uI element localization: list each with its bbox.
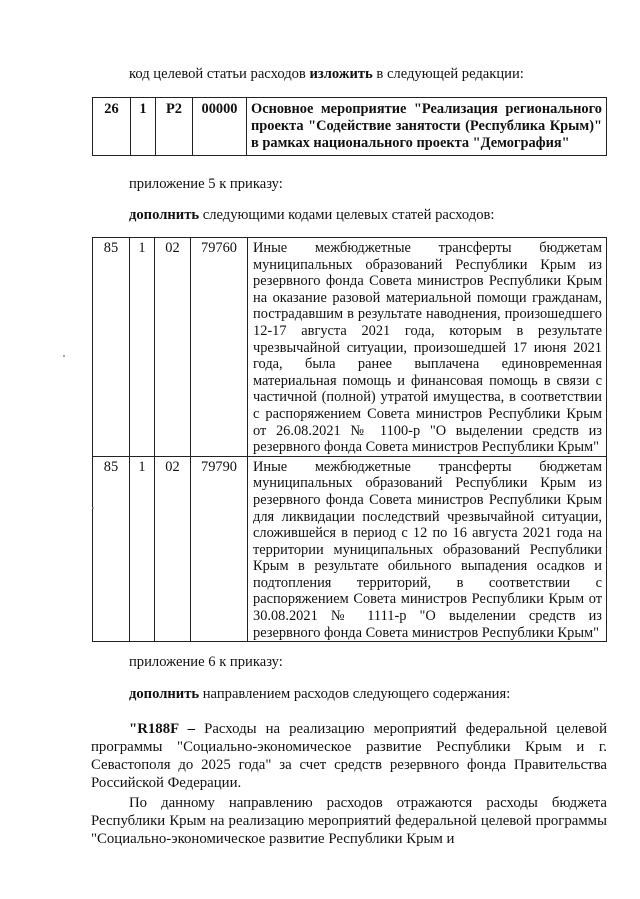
supplement-direction-line (129, 686, 510, 703)
scan-speck (92, 507, 94, 509)
code-cell-3: 02 (155, 456, 191, 642)
code-cell-3: Р2 (156, 98, 193, 156)
supplement-bold-word: дополнить (129, 686, 200, 702)
code-cell-1: 85 (93, 238, 130, 457)
code-cell-2: 1 (130, 238, 155, 457)
supplement-text: следующими кодами целевых статей расходов: (199, 207, 495, 223)
supplement-codes-line (129, 207, 494, 224)
description-cell: Основное мероприятие "Реализация регионального проекта "Содействие занятости (Республика Крым)" в рамках национального проекта "Демография" (247, 98, 607, 156)
code-cell-2: 1 (130, 456, 155, 642)
description-cell: Иные межбюджетные трансферты бюджетам муниципальных образований Республики Крым из резервного фонда Совета министров Республики Крым на оказание разовой материальной помощи гражданам, пострадавшим в результате наводнения, произошедшего 12-17 августа 2021 года, которым в результате чрезвычайной ситуации, произошедшей 17 июня 2021 года, была ранее выплачена единовременная материальная помощь и финансовая помощь в связи с частичной (полной) утратой имущества, в соответствии с распоряжением Совета министров Республики Крым от 26.08.2021 № 1100-р "О выделении средств из резервного фонда Совета министров Республики Крым" (248, 238, 607, 457)
r188f-code: "R188F (129, 721, 179, 737)
code-cell-4: 79760 (191, 238, 248, 457)
code-cell-2: 1 (131, 98, 156, 156)
code-cell-4: 79790 (191, 456, 248, 642)
intro-text-start: код целевой статьи расходов (129, 66, 310, 82)
table-row (93, 238, 607, 457)
r188f-text: Расходы на реализацию мероприятий федеральной целевой программы "Социально-экономическое развитие Республики Крым и г. Севастополя до 2025 года" за счет средств резервного фонда Правительства Российской Федерации. (91, 721, 607, 791)
code-cell-1: 26 (93, 98, 131, 156)
appendix-6-heading: приложение 6 к приказу: (129, 654, 283, 670)
new-codes-table (92, 237, 607, 642)
intro-text-end: в следующей редакции: (372, 66, 524, 82)
table-row (93, 98, 607, 156)
target-article-table (92, 97, 607, 156)
code-cell-1: 85 (93, 456, 130, 642)
r188f-dash: – (178, 721, 205, 737)
intro-bold-word: изложить (309, 66, 373, 82)
supplement-bold-word: дополнить (129, 207, 200, 223)
r188f-paragraph (91, 720, 607, 792)
description-cell: Иные межбюджетные трансферты бюджетам муниципальных образований Республики Крым из резервного фонда Совета министров Республики Крым для ликвидации последствий чрезвычайной ситуации, сложившейся в период с 12 по 16 августа 2021 года на территории муниципальных образований Республики Крым в результате обильного выпадения осадков и подтопления территорий, в соответствии с распоряжением Совета министров Республики Крым от 30.08.2021 № 1111-р "О выделении средств из резервного фонда Совета министров Республики Крым" (248, 456, 607, 642)
appendix-5-heading: приложение 5 к приказу: (129, 176, 283, 192)
supplement-text: направлением расходов следующего содержания: (199, 686, 511, 702)
intro-line (129, 66, 524, 83)
expenses-paragraph: По данному направлению расходов отражаются расходы бюджета Республики Крым на реализацию мероприятий федеральной целевой программы "Социально-экономическое развитие Республики Крым и (91, 795, 607, 847)
table-row (93, 456, 607, 642)
scan-speck (63, 355, 65, 357)
code-cell-3: 02 (155, 238, 191, 457)
code-cell-4: 00000 (193, 98, 247, 156)
